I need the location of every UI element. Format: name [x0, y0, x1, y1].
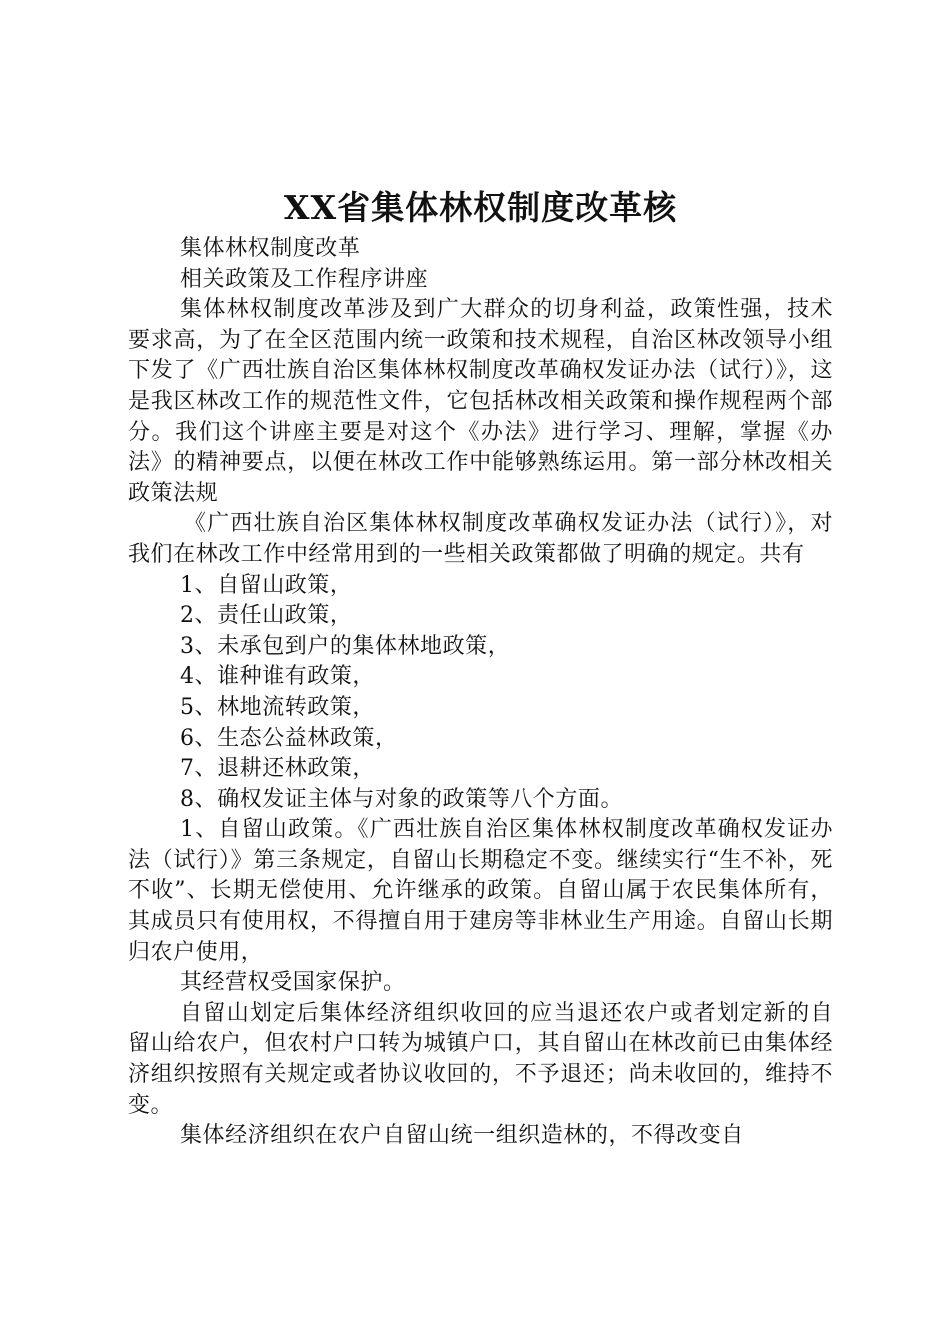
list-item-4: 4、谁种谁有政策，: [180, 664, 375, 690]
paragraph-return-rules: 自留山划定后集体经济组织收回的应当退还农户或者划定新的自留山给农户，但农村户口转为城镇户口，其自留山在林改前已由集体经济组织按照有关规定或者协议收回的，不予退还；尚未收回的，维持不变。: [128, 1000, 833, 1118]
section-self-retained-mountain: 1、自留山政策。《广西壮族自治区集体林权制度改革确权发证办法（试行）》第三条规定，自留山长期稳定不变。继续实行“生不补，死不收”、长期无偿使用、允许继承的政策。自留山属于农民集体所有，其成员只有使用权，不得擅自用于建房等非林业生产用途。自留山长期归农户使用，: [128, 817, 833, 965]
intro-paragraph: 集体林权制度改革涉及到广大群众的切身利益，政策性强，技术要求高，为了在全区范围内统一政策和技术规程，自治区林改领导小组下发了《广西壮族自治区集体林权制度改革确权发证办法（试行）》，这是我区林改工作的规范性文件，它包括林改相关政策和操作规程两个部分。我们这个讲座主要是对这个《办法》进行学习、理解，掌握《办法》的精神要点，以便在林改工作中能够熟练运用。第一部分林改相关政策法规: [128, 297, 833, 506]
policy-overview-paragraph: 《广西壮族自治区集体林权制度改革确权发证办法（试行）》，对我们在林改工作中经常用到的一些相关政策都做了明确的规定。共有: [128, 511, 833, 567]
subtitle-line-2: 相关政策及工作程序讲座: [180, 266, 429, 292]
paragraph-afforestation: 集体经济组织在农户自留山统一组织造林的，不得改变自: [180, 1123, 744, 1149]
document-page: [128, 186, 833, 1152]
list-item-6: 6、生态公益林政策，: [180, 725, 398, 751]
list-item-5: 5、林地流转政策，: [180, 694, 375, 720]
document-body: [128, 234, 833, 1152]
document-title: XX省集体林权制度改革核: [283, 188, 678, 227]
list-item-2: 2、责任山政策，: [180, 603, 353, 629]
list-item-1: 1、自留山政策，: [180, 572, 353, 598]
list-item-3: 3、未承包到户的集体林地政策，: [180, 633, 511, 659]
paragraph-management-rights: 其经营权受国家保护。: [180, 970, 406, 996]
subtitle-line-1: 集体林权制度改革: [180, 236, 361, 261]
list-item-7: 7、退耕还林政策，: [180, 756, 375, 782]
list-item-8: 8、确权发证主体与对象的政策等八个方面。: [180, 786, 623, 812]
